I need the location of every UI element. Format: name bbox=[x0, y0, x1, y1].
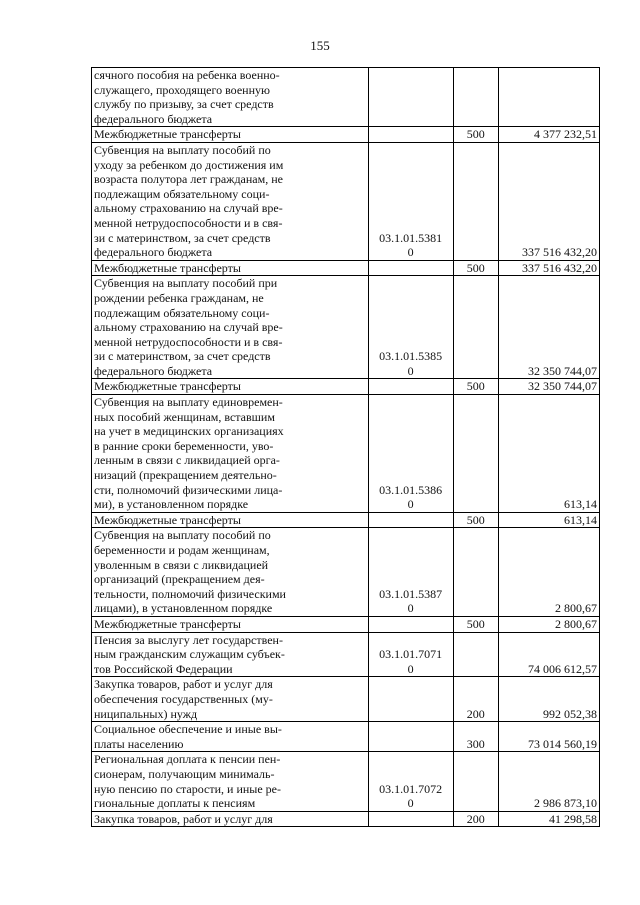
amount-cell: 41 298,58 bbox=[498, 811, 599, 827]
amount-cell: 613,14 bbox=[498, 395, 599, 513]
item-name-cell: сячного пособия на ребенка военно- служащего, проходящего военную службу по призыву, за счет средств федерального бюджета bbox=[92, 68, 369, 127]
amount-cell: 32 350 744,07 bbox=[498, 276, 599, 379]
item-name-cell: Субвенция на выплату пособий при рождении ребенка гражданам, не подлежащим обязательному соци- альному страхованию на случай вре- менной нетрудоспособности и в свя- зи с материнством, за счет средств федерального бюджета bbox=[92, 276, 369, 379]
amount-cell: 73 014 560,19 bbox=[498, 722, 599, 752]
expense-type-cell bbox=[453, 632, 498, 677]
target-code-cell bbox=[368, 379, 453, 395]
expense-type-cell: 200 bbox=[453, 677, 498, 722]
expense-type-cell bbox=[453, 395, 498, 513]
expense-type-cell: 200 bbox=[453, 811, 498, 827]
table-row bbox=[92, 528, 600, 617]
table-row bbox=[92, 127, 600, 143]
item-name-cell: Пенсия за выслугу лет государствен- ным гражданским служащим субъек- тов Российской Федерации bbox=[92, 632, 369, 677]
target-code-cell bbox=[368, 512, 453, 528]
expense-type-cell: 500 bbox=[453, 260, 498, 276]
expense-type-cell: 500 bbox=[453, 127, 498, 143]
item-name-cell: Закупка товаров, работ и услуг для bbox=[92, 811, 369, 827]
amount-cell: 2 986 873,10 bbox=[498, 752, 599, 811]
table-row bbox=[92, 722, 600, 752]
item-name-cell: Субвенция на выплату единовремен- ных пособий женщинам, вставшим на учет в медицинских организациях в ранние сроки беременности, уво- ленным в связи с ликвидацией орга- низаций (прекращением деятельно- сти, полномочий физическими лица- ми), в установленном порядке bbox=[92, 395, 369, 513]
expense-type-cell bbox=[453, 68, 498, 127]
item-name-cell: Межбюджетные трансферты bbox=[92, 127, 369, 143]
amount-cell: 337 516 432,20 bbox=[498, 260, 599, 276]
budget-table-body bbox=[92, 68, 600, 827]
item-name-cell: Субвенция на выплату пособий по беременности и родам женщинам, уволенным в связи с ликвидацией организаций (прекращением дея- тельности, полномочий физическими лицами), в установленном порядке bbox=[92, 528, 369, 617]
table-row bbox=[92, 512, 600, 528]
table-row bbox=[92, 395, 600, 513]
table-row bbox=[92, 677, 600, 722]
target-code-cell: 03.1.01.7072 0 bbox=[368, 752, 453, 811]
expense-type-cell: 500 bbox=[453, 512, 498, 528]
expense-type-cell: 500 bbox=[453, 616, 498, 632]
expense-type-cell bbox=[453, 528, 498, 617]
item-name-cell: Межбюджетные трансферты bbox=[92, 512, 369, 528]
target-code-cell bbox=[368, 677, 453, 722]
amount-cell: 2 800,67 bbox=[498, 528, 599, 617]
item-name-cell: Межбюджетные трансферты bbox=[92, 260, 369, 276]
amount-cell bbox=[498, 68, 599, 127]
item-name-cell: Региональная доплата к пенсии пен- сионерам, получающим минималь- ную пенсию по старости, и иные ре- гиональные доплаты к пенсиям bbox=[92, 752, 369, 811]
item-name-cell: Субвенция на выплату пособий по уходу за ребенком до достижения им возраста полутора лет гражданам, не подлежащим обязательному соци- альному страхованию на случай вре- менной нетрудоспособности и в свя- зи с материнством, за счет средств федерального бюджета bbox=[92, 142, 369, 260]
budget-table bbox=[91, 67, 600, 827]
amount-cell: 4 377 232,51 bbox=[498, 127, 599, 143]
amount-cell: 337 516 432,20 bbox=[498, 142, 599, 260]
table-row bbox=[92, 68, 600, 127]
expense-type-cell: 300 bbox=[453, 722, 498, 752]
item-name-cell: Закупка товаров, работ и услуг для обеспечения государственных (му- ниципальных) нужд bbox=[92, 677, 369, 722]
table-row bbox=[92, 811, 600, 827]
target-code-cell: 03.1.01.5381 0 bbox=[368, 142, 453, 260]
table-row bbox=[92, 616, 600, 632]
item-name-cell: Межбюджетные трансферты bbox=[92, 616, 369, 632]
amount-cell: 74 006 612,57 bbox=[498, 632, 599, 677]
expense-type-cell bbox=[453, 276, 498, 379]
target-code-cell: 03.1.01.5386 0 bbox=[368, 395, 453, 513]
table-row bbox=[92, 142, 600, 260]
amount-cell: 992 052,38 bbox=[498, 677, 599, 722]
amount-cell: 613,14 bbox=[498, 512, 599, 528]
item-name-cell: Межбюджетные трансферты bbox=[92, 379, 369, 395]
target-code-cell: 03.1.01.5385 0 bbox=[368, 276, 453, 379]
table-row bbox=[92, 260, 600, 276]
table-row bbox=[92, 752, 600, 811]
expense-type-cell: 500 bbox=[453, 379, 498, 395]
amount-cell: 2 800,67 bbox=[498, 616, 599, 632]
expense-type-cell bbox=[453, 142, 498, 260]
target-code-cell bbox=[368, 68, 453, 127]
amount-cell: 32 350 744,07 bbox=[498, 379, 599, 395]
target-code-cell bbox=[368, 616, 453, 632]
target-code-cell bbox=[368, 811, 453, 827]
target-code-cell bbox=[368, 260, 453, 276]
target-code-cell bbox=[368, 127, 453, 143]
target-code-cell bbox=[368, 722, 453, 752]
target-code-cell: 03.1.01.5387 0 bbox=[368, 528, 453, 617]
table-row bbox=[92, 632, 600, 677]
target-code-cell: 03.1.01.7071 0 bbox=[368, 632, 453, 677]
page-number: 155 bbox=[310, 38, 330, 53]
table-row bbox=[92, 276, 600, 379]
item-name-cell: Социальное обеспечение и иные вы- платы населению bbox=[92, 722, 369, 752]
expense-type-cell bbox=[453, 752, 498, 811]
table-row bbox=[92, 379, 600, 395]
